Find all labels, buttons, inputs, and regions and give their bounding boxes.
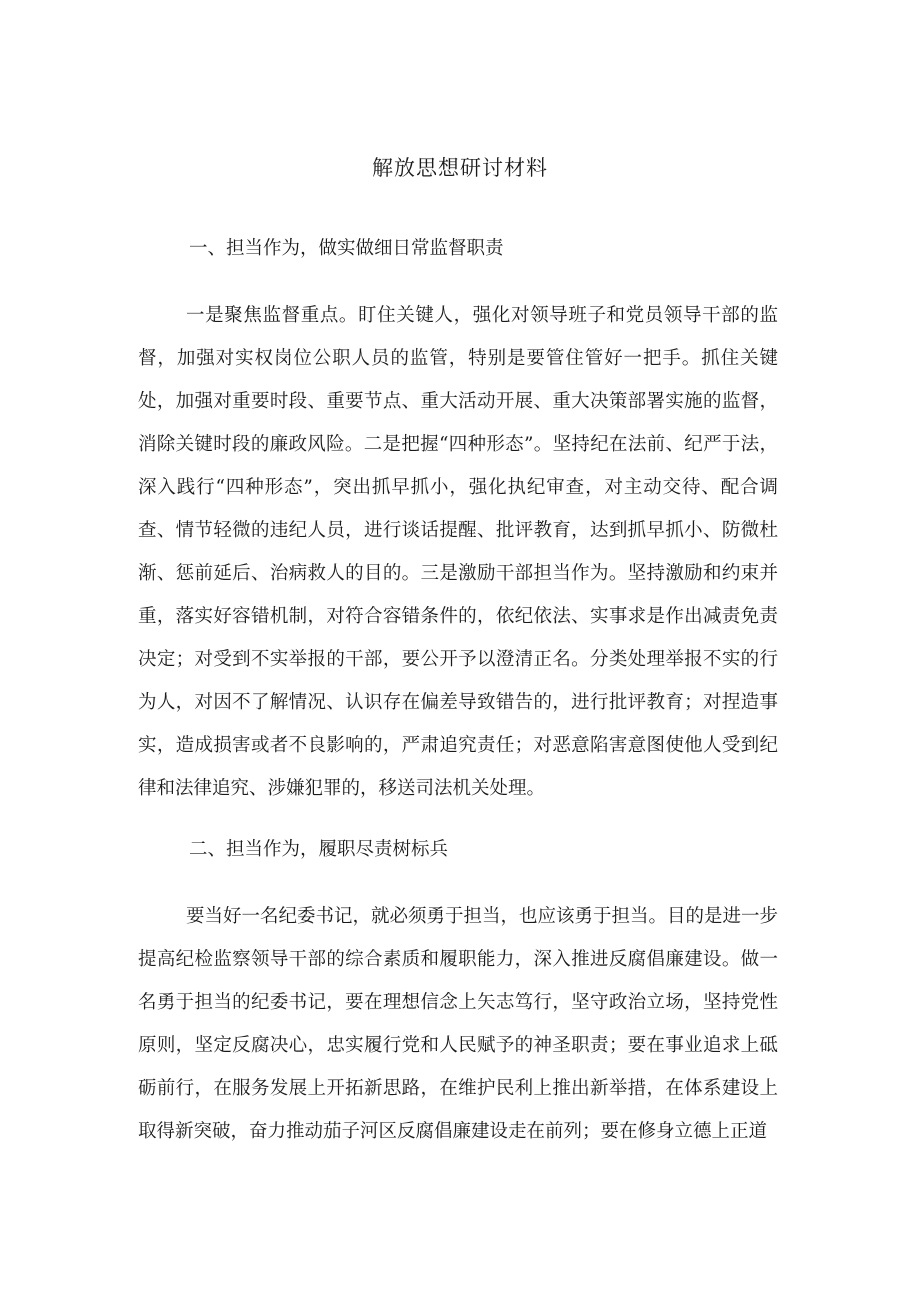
section-2-paragraph: 要当好一名纪委书记，就必须勇于担当，也应该勇于担当。目的是进一步提高纪检监察领导干部的综合素质和履职能力，深入推进反腐倡廉建设。做一名勇于担当的纪委书记，要在理想信念上矢志笃行，坚守政治立场，坚持党性原则，坚定反腐决心，忠实履行党和人民赋予的神圣职责；要在事业追求上砥砺前行，在服务发展上开拓新思路，在维护民利上推出新举措，在体系建设上取得新突破，奋力推动茄子河区反腐倡廉建设走在前列；要在修身立德上正道 <box>138 906 779 1142</box>
section-1-paragraph: 一是聚焦监督重点。盯住关键人，强化对领导班子和党员领导干部的监督，加强对实权岗位公职人员的监管，特别是要管住管好一把手。抓住关键处，加强对重要时段、重要节点、重大活动开展、重大决策部署实施的监督，消除关键时段的廉政风险。二是把握“四种形态”。坚持纪在法前、纪严于法，深入践行“四种形态”，突出抓早抓小，强化执纪审查，对主动交待、配合调查、情节轻微的违纪人员，进行谈话提醒、批评教育，达到抓早抓小、防微杜渐、惩前延后、治病救人的目的。三是激励干部担当作为。坚持激励和约束并重，落实好容错机制，对符合容错条件的，依纪依法、实事求是作出减责免责决定；对受到不实举报的干部，要公开予以澄清正名。分类处理举报不实的行为人，对因不了解情况、认识存在偏差导致错告的，进行批评教育；对捏造事实，造成损害或者不良影响的，严肃追究责任；对恶意陷害意图使他人受到纪律和法律追究、涉嫌犯罪的，移送司法机关处理。 <box>138 305 778 799</box>
section-2-heading: 二、担当作为，履职尽责树标兵 <box>189 839 449 860</box>
section-1-heading: 一、担当作为，做实做细日常监督职责 <box>189 238 504 259</box>
document-title: 解放思想研讨材料 <box>372 156 548 180</box>
